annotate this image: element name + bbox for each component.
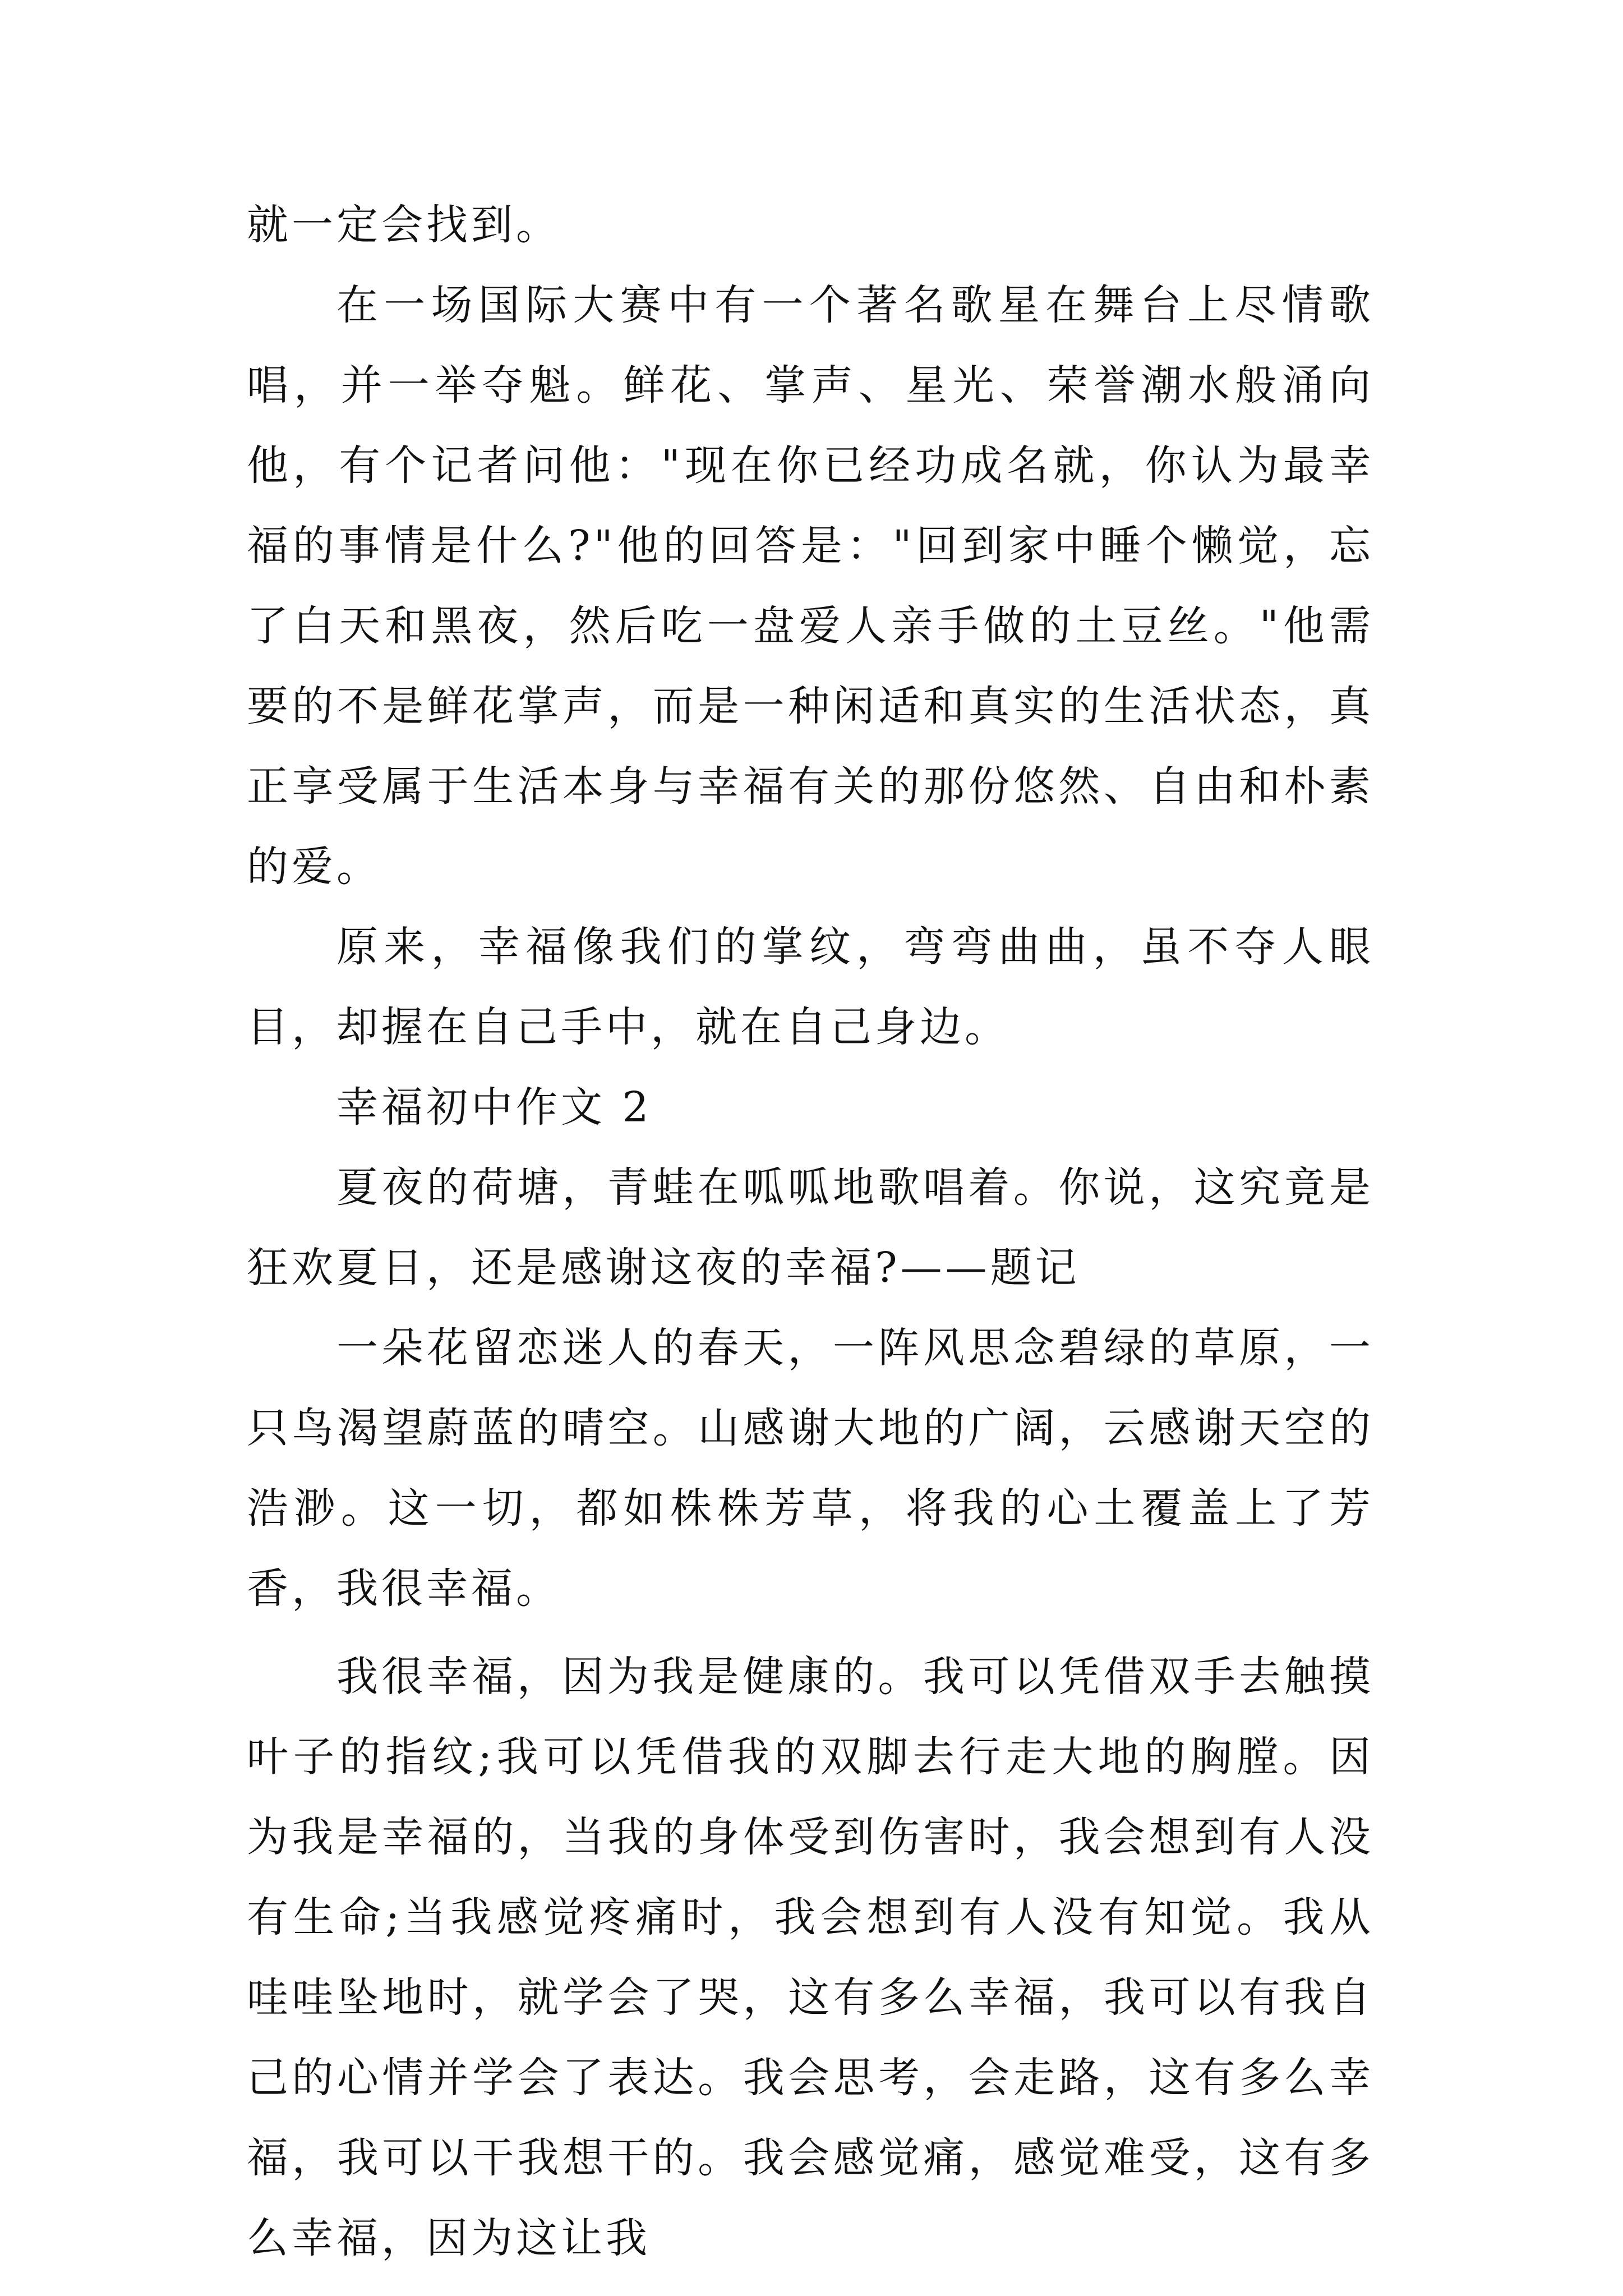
paragraph-singer-story: 在一场国际大赛中有一个著名歌星在舞台上尽情歌唱，并一举夺魁。鲜花、掌声、星光、荣誉潮水般涌向他，有个记者问他："现在你已经功成名就，你认为最幸福的事情是什么?"他的回答是："回到家中睡个懒觉，忘了白天和黑夜，然后吃一盘爱人亲手做的土豆丝。"他需要的不是鲜花掌声，而是一种闲适和真实的生活状态，真正享受属于生活本身与幸福有关的那份悠然、自由和朴素的爱。	[247, 281, 1374, 891]
document-body	[247, 185, 1374, 2279]
essay-heading: 幸福初中作文 2	[336, 1083, 652, 1131]
paragraph-epigraph: 夏夜的荷塘，青蛙在呱呱地歌唱着。你说，这究竟是狂欢夏日，还是感谢这夜的幸福?——题记	[247, 1163, 1374, 1292]
paragraph-health: 我很幸福，因为我是健康的。我可以凭借双手去触摸叶子的指纹;我可以凭借我的双脚去行走大地的胸膛。因为我是幸福的，当我的身体受到伤害时，我会想到有人没有生命;当我感觉疼痛时，我会想到有人没有知觉。我从哇哇坠地时，就学会了哭，这有多么幸福，我可以有我自己的心情并学会了表达。我会思考，会走路，这有多么幸福，我可以干我想干的。我会感觉痛，感觉难受，这有多么幸福，因为这让我	[247, 1653, 1374, 2262]
paragraph-palm-lines: 原来，幸福像我们的掌纹，弯弯曲曲，虽不夺人眼目，却握在自己手中，就在自己身边。	[247, 923, 1374, 1051]
paragraph-nature: 一朵花留恋迷人的春天，一阵风思念碧绿的草原，一只鸟渴望蔚蓝的晴空。山感谢大地的广阔，云感谢天空的浩渺。这一切，都如株株芳草，将我的心土覆盖上了芳香，我很幸福。	[247, 1324, 1374, 1613]
paragraph-continuation: 就一定会找到。	[247, 201, 561, 249]
